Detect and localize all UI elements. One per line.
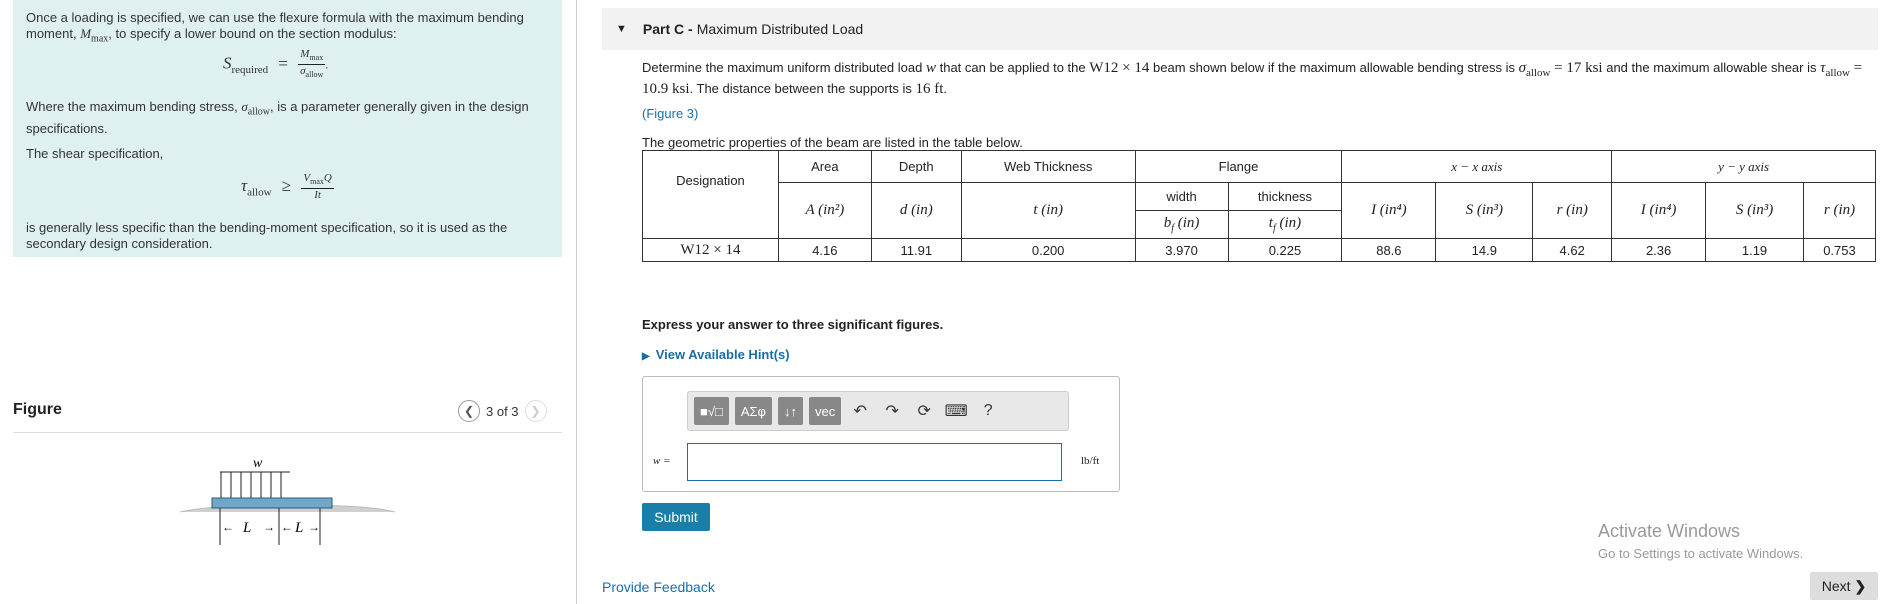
- arrows-button[interactable]: [778, 397, 803, 425]
- intro-paragraph-2: [26, 99, 551, 137]
- templates-button[interactable]: [694, 397, 729, 425]
- sigma-allow: [1518, 60, 1551, 79]
- subscript: max: [91, 33, 109, 45]
- eq-den-sub: allow: [305, 70, 324, 80]
- geometric-properties-table: [642, 150, 1876, 262]
- header-depth: Depth: [871, 151, 961, 183]
- greek-symbols-icon: ΑΣφ: [740, 403, 766, 419]
- section-modulus-equation: [223, 48, 328, 81]
- cell-web: 0.200: [961, 239, 1135, 262]
- symbols-button[interactable]: [735, 397, 772, 425]
- watermark-line-2: Go to Settings to activate Windows.: [1598, 546, 1804, 561]
- cell-tf: 0.225: [1228, 239, 1342, 262]
- header-x-axis: x − x axis: [1342, 151, 1612, 183]
- collapse-triangle-icon[interactable]: ▼: [616, 23, 627, 35]
- figure-title: Figure: [13, 401, 62, 418]
- table-row: [643, 239, 1876, 262]
- eq-den: It: [314, 189, 321, 202]
- beam: [212, 498, 332, 508]
- subscript: allow: [1825, 67, 1850, 79]
- hints-label: View Available Hint(s): [655, 347, 790, 362]
- cell-rx: 4.62: [1533, 239, 1612, 262]
- intro-panel: [13, 0, 562, 257]
- header-designation: Designation: [643, 151, 779, 211]
- header-width: width: [1135, 183, 1228, 211]
- eq-relation: =: [278, 53, 288, 73]
- symbol-m: [80, 26, 109, 45]
- left-panel: [0, 0, 577, 604]
- symbol: M: [80, 26, 92, 41]
- part-label: Part C -: [642, 21, 693, 37]
- figure-nav: [458, 400, 547, 422]
- header-web-thickness: Web Thickness: [961, 151, 1135, 183]
- tau-value: = 10.9 ksi: [642, 60, 1863, 97]
- answer-box: [642, 376, 1120, 492]
- cell-bf: 3.970: [1135, 239, 1228, 262]
- part-title: Maximum Distributed Load: [696, 21, 864, 37]
- triangle-right-icon: ▶: [642, 351, 650, 362]
- table-header-row-2: [643, 183, 1876, 211]
- vec-button[interactable]: [809, 397, 841, 425]
- answer-input[interactable]: [687, 443, 1062, 481]
- eq-lhs: S: [223, 53, 232, 73]
- unit-iy: I (in⁴): [1612, 183, 1706, 239]
- unit: (in): [1275, 215, 1302, 231]
- next-label: Next: [1821, 578, 1851, 594]
- symbol-sigma: [241, 99, 270, 118]
- eq-lhs-sub: allow: [247, 186, 272, 199]
- cell-ix: 88.6: [1342, 239, 1436, 262]
- symbol-w: w: [925, 60, 936, 76]
- header-area: Area: [778, 151, 871, 183]
- intro-paragraph-4: is generally less specific than the bending-moment specification, so it is used as the secondary design consideration.: [26, 220, 508, 251]
- eq-num-b: Q: [323, 172, 332, 184]
- unit-depth: d (in): [871, 183, 961, 239]
- header-thickness: thickness: [1228, 183, 1342, 211]
- symbol: τ: [1820, 60, 1826, 76]
- unit-ry: r (in): [1803, 183, 1875, 239]
- cell-designation: W12 × 14: [643, 239, 779, 262]
- undo-button[interactable]: [847, 397, 873, 425]
- cell-depth: 11.91: [871, 239, 961, 262]
- figure-next-button[interactable]: [525, 400, 547, 422]
- dim-arrow: →: [263, 520, 275, 534]
- next-button[interactable]: [1810, 572, 1878, 600]
- dim-arrow: ←: [281, 520, 293, 534]
- shear-equation: [241, 172, 334, 202]
- chevron-right-icon: ❯: [1854, 577, 1867, 594]
- answer-variable-label: w =: [653, 455, 671, 467]
- symbol: t: [1268, 215, 1273, 231]
- cell-sx: 14.9: [1436, 239, 1533, 262]
- problem-text: . The distance between the supports is: [689, 81, 912, 96]
- part-c-header[interactable]: [602, 8, 1878, 50]
- unit-bf: [1135, 211, 1228, 239]
- subscript: allow: [1526, 67, 1551, 79]
- symbol: σ: [241, 99, 248, 114]
- eq-lhs-sub: required: [231, 63, 269, 76]
- intro-paragraph-1: [26, 10, 551, 48]
- cell-sy: 1.19: [1706, 239, 1804, 262]
- intro-text: Where the maximum bending stress,: [26, 99, 238, 114]
- cell-area: 4.16: [778, 239, 871, 262]
- figure-prev-button[interactable]: [458, 400, 480, 422]
- help-icon: ?: [983, 402, 993, 419]
- eq-num: V: [303, 172, 311, 184]
- figure-divider: [13, 432, 562, 433]
- unit-sx: S (in³): [1436, 183, 1533, 239]
- header-y-axis: y − y axis: [1612, 151, 1876, 183]
- header-flange: Flange: [1135, 151, 1342, 183]
- problem-text: beam shown below if the maximum allowable bending stress is: [1153, 60, 1516, 75]
- subscript: f: [1171, 223, 1174, 234]
- intro-text: , to specify a lower bound on the section modulus:: [108, 26, 397, 41]
- reset-icon: ⟳: [917, 403, 931, 420]
- subscript: allow: [247, 106, 270, 118]
- unit-tf: [1228, 211, 1342, 239]
- problem-text: and the maximum allowable shear is: [1606, 60, 1817, 75]
- figure-link[interactable]: (Figure 3): [642, 106, 699, 121]
- problem-text: that can be applied to the: [939, 60, 1086, 75]
- arrows-icon: ↓↑: [783, 403, 797, 419]
- sigma-value: = 17 ksi: [1554, 60, 1603, 76]
- eq-end: .: [325, 57, 329, 72]
- activate-windows-watermark: [1598, 521, 1803, 561]
- eq-num: M: [300, 48, 310, 60]
- problem-text: Determine the maximum uniform distributed load: [642, 60, 923, 75]
- intro-text: , is a parameter generally given in the design specifications.: [26, 99, 529, 136]
- unit-rx: r (in): [1533, 183, 1612, 239]
- beam-designation: W12 × 14: [1089, 60, 1150, 76]
- table-header-row-1: [643, 151, 1876, 183]
- answer-unit: lb/ft: [1081, 455, 1100, 467]
- templates-icon: ■√□: [700, 403, 723, 419]
- table-caption: The geometric properties of the beam are listed in the table below.: [642, 135, 1023, 150]
- eq-fraction: [298, 48, 325, 81]
- dim-arrow: →: [308, 520, 320, 534]
- math-toolbar: [687, 391, 1069, 431]
- help-button[interactable]: [975, 397, 1001, 425]
- reset-button[interactable]: [911, 397, 937, 425]
- provide-feedback-link[interactable]: Provide Feedback: [602, 579, 715, 595]
- cell-iy: 2.36: [1612, 239, 1706, 262]
- unit-ix: I (in⁴): [1342, 183, 1436, 239]
- intro-text: Once a loading is specified, we can use the flexure formula with the maximum bending moment,: [26, 10, 524, 41]
- problem-statement: [642, 60, 1872, 97]
- problem-text: .: [943, 81, 948, 96]
- cell-ry: 0.753: [1803, 239, 1875, 262]
- chevron-left-icon: ❮: [463, 404, 475, 418]
- intro-paragraph-3: The shear specification,: [26, 146, 164, 161]
- answer-instruction: Express your answer to three significant figures.: [642, 317, 944, 332]
- watermark-line-1: Activate Windows: [1598, 521, 1741, 541]
- symbol: b: [1163, 215, 1172, 231]
- unit: (in): [1173, 215, 1200, 231]
- unit-sy: S (in³): [1706, 183, 1804, 239]
- tau-allow: [1820, 60, 1850, 79]
- redo-icon: ↷: [885, 403, 899, 420]
- symbol: σ: [1518, 60, 1527, 76]
- eq-den: σ: [300, 65, 306, 78]
- load-arrows: [221, 472, 281, 498]
- span-label-2: L: [295, 520, 304, 536]
- view-hints-link[interactable]: [642, 347, 790, 362]
- eq-num-sub: max: [310, 177, 324, 187]
- support-distance: 16 ft: [915, 81, 944, 97]
- keyboard-icon: ⌨: [944, 403, 968, 420]
- unit-area: A (in²): [778, 183, 871, 239]
- redo-button[interactable]: [879, 397, 905, 425]
- keyboard-button[interactable]: [943, 397, 969, 425]
- subscript: f: [1272, 223, 1276, 234]
- beam-figure: [170, 450, 410, 560]
- designation-blank: [643, 211, 779, 239]
- undo-icon: ↶: [853, 403, 867, 420]
- eq-relation: ≥: [281, 176, 292, 195]
- eq-num-sub: max: [309, 53, 324, 63]
- dim-arrow: ←: [222, 520, 234, 534]
- load-label: w: [253, 456, 263, 471]
- chevron-right-icon: ❯: [530, 404, 541, 418]
- vec-label: vec: [814, 403, 836, 419]
- unit-web: t (in): [961, 183, 1135, 239]
- submit-button[interactable]: Submit: [642, 503, 710, 531]
- eq-lhs: τ: [241, 176, 248, 195]
- eq-fraction: [301, 172, 333, 202]
- figure-counter: 3 of 3: [486, 403, 519, 419]
- span-label-1: L: [243, 520, 252, 536]
